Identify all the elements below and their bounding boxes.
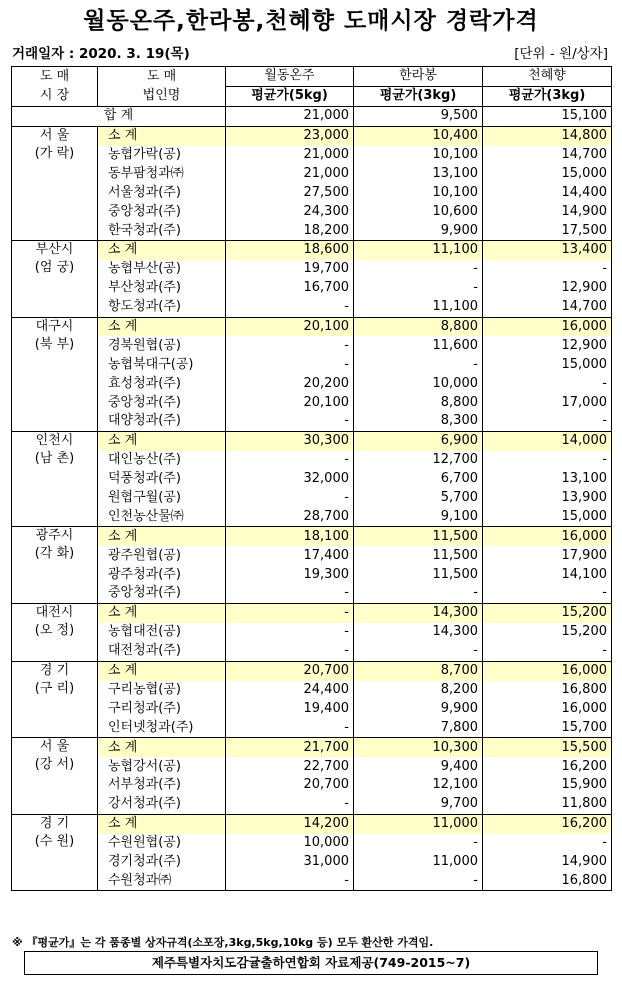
market-city: 부산시 xyxy=(35,242,74,258)
corp-value: - xyxy=(483,412,612,431)
corp-row xyxy=(12,871,612,890)
corp-name: 중앙청과(주) xyxy=(98,584,226,603)
corp-value: 11,800 xyxy=(483,795,612,814)
corp-value: - xyxy=(226,298,354,317)
corp-value: 16,700 xyxy=(226,279,354,298)
corp-value: - xyxy=(226,718,354,737)
corp-value: 24,300 xyxy=(226,202,354,221)
subtotal-value: 14,000 xyxy=(483,431,612,450)
market-name xyxy=(12,317,98,431)
subtotal-label: 소 계 xyxy=(98,603,226,622)
corp-value: 10,100 xyxy=(354,146,483,165)
corp-name: 대전청과(주) xyxy=(98,642,226,661)
total-value: 15,100 xyxy=(483,106,612,126)
market-name xyxy=(12,738,98,815)
corp-value: 15,900 xyxy=(483,776,612,795)
corp-value: - xyxy=(226,336,354,355)
corp-value: 13,100 xyxy=(483,470,612,489)
corp-value: 31,000 xyxy=(226,853,354,872)
corp-row xyxy=(12,795,612,814)
corp-name: 수원청과㈜ xyxy=(98,871,226,890)
market-district: (각 화) xyxy=(34,546,75,562)
subtotal-row xyxy=(12,738,612,757)
corp-value: 8,200 xyxy=(354,681,483,700)
corp-value: 14,900 xyxy=(483,202,612,221)
corp-value: - xyxy=(226,355,354,374)
corp-value: - xyxy=(354,260,483,279)
corp-row xyxy=(12,183,612,202)
corp-row xyxy=(12,718,612,737)
corp-name: 서부청과(주) xyxy=(98,776,226,795)
corp-row xyxy=(12,565,612,584)
corp-value: - xyxy=(226,584,354,603)
corp-value: 9,900 xyxy=(354,221,483,240)
subtotal-label: 소 계 xyxy=(98,317,226,336)
corp-row xyxy=(12,853,612,872)
corp-name: 인터넷청과(주) xyxy=(98,718,226,737)
subtotal-value: 14,300 xyxy=(354,603,483,622)
corp-value: 16,000 xyxy=(483,699,612,718)
market-city: 경 기 xyxy=(39,662,70,678)
market-district: (수 원) xyxy=(34,833,75,849)
corp-row xyxy=(12,279,612,298)
total-value: 9,500 xyxy=(354,106,483,126)
market-name xyxy=(12,126,98,240)
corp-value: 15,000 xyxy=(483,507,612,526)
header-corp: 도 매 xyxy=(98,67,226,87)
subtotal-row xyxy=(12,241,612,260)
subtotal-value: 10,300 xyxy=(354,738,483,757)
corp-value: 14,700 xyxy=(483,298,612,317)
market-district: (오 정) xyxy=(34,622,75,638)
corp-name: 한국청과(주) xyxy=(98,221,226,240)
corp-name: 농협강서(공) xyxy=(98,757,226,776)
corp-value: 14,300 xyxy=(354,623,483,642)
corp-value: 14,100 xyxy=(483,565,612,584)
market-city: 경 기 xyxy=(39,815,70,831)
corp-value: 19,400 xyxy=(226,699,354,718)
corp-row xyxy=(12,507,612,526)
corp-value: 9,400 xyxy=(354,757,483,776)
corp-value: 11,100 xyxy=(354,298,483,317)
corp-row xyxy=(12,776,612,795)
subtotal-row xyxy=(12,431,612,450)
corp-value: - xyxy=(226,489,354,508)
corp-value: 7,800 xyxy=(354,718,483,737)
corp-value: - xyxy=(226,642,354,661)
corp-value: 17,500 xyxy=(483,221,612,240)
market-name xyxy=(12,814,98,891)
corp-value: 14,400 xyxy=(483,183,612,202)
corp-name: 농협북대구(공) xyxy=(98,355,226,374)
corp-value: 9,700 xyxy=(354,795,483,814)
corp-value: 28,700 xyxy=(226,507,354,526)
corp-value: 5,700 xyxy=(354,489,483,508)
corp-value: - xyxy=(354,871,483,890)
corp-value: - xyxy=(483,374,612,393)
header-product-1: 월동온주 xyxy=(226,67,354,87)
corp-name: 경북원협(공) xyxy=(98,336,226,355)
subtotal-value: 21,700 xyxy=(226,738,354,757)
corp-name: 원협구월(공) xyxy=(98,489,226,508)
subtotal-row xyxy=(12,126,612,145)
corp-value: 21,000 xyxy=(226,164,354,183)
subtotal-value: 16,000 xyxy=(483,317,612,336)
header-product-2: 한라봉 xyxy=(354,67,483,87)
subtotal-value: 14,800 xyxy=(483,126,612,145)
corp-value: 11,500 xyxy=(354,546,483,565)
market-city: 인천시 xyxy=(35,432,74,448)
corp-row xyxy=(12,546,612,565)
corp-name: 중앙청과(주) xyxy=(98,393,226,412)
corp-value: - xyxy=(226,871,354,890)
price-table xyxy=(11,66,612,891)
header-price-3: 평균가(3kg) xyxy=(483,86,612,106)
corp-row xyxy=(12,298,612,317)
market-district: (엄 궁) xyxy=(34,260,75,276)
corp-name: 덕풍청과(주) xyxy=(98,470,226,489)
corp-value: - xyxy=(226,412,354,431)
corp-row xyxy=(12,470,612,489)
subtotal-value: - xyxy=(226,603,354,622)
corp-row xyxy=(12,146,612,165)
subtotal-value: 14,200 xyxy=(226,814,354,833)
subtotal-row xyxy=(12,317,612,336)
corp-value: 16,200 xyxy=(483,757,612,776)
subtotal-row xyxy=(12,527,612,546)
corp-value: 16,800 xyxy=(483,681,612,700)
corp-value: - xyxy=(354,642,483,661)
corp-value: 12,900 xyxy=(483,336,612,355)
corp-row xyxy=(12,642,612,661)
corp-value: 14,900 xyxy=(483,853,612,872)
corp-row xyxy=(12,355,612,374)
corp-value: - xyxy=(226,623,354,642)
corp-value: 10,600 xyxy=(354,202,483,221)
corp-value: 12,100 xyxy=(354,776,483,795)
subtotal-value: 20,700 xyxy=(226,661,354,680)
header-market: 도 매 xyxy=(12,67,98,87)
subtotal-row xyxy=(12,603,612,622)
source-credit: 제주특별자치도감귤출하연합회 자료제공(749-2015~7) xyxy=(24,951,598,975)
corp-value: 10,000 xyxy=(226,834,354,853)
corp-name: 수원원협(공) xyxy=(98,834,226,853)
header-corp-2: 법인명 xyxy=(98,86,226,106)
corp-row xyxy=(12,584,612,603)
corp-value: - xyxy=(354,834,483,853)
corp-name: 동부팜청과㈜ xyxy=(98,164,226,183)
corp-row xyxy=(12,336,612,355)
corp-name: 인천농산물㈜ xyxy=(98,507,226,526)
subtotal-value: 8,800 xyxy=(354,317,483,336)
corp-name: 효성청과(주) xyxy=(98,374,226,393)
subtotal-label: 소 계 xyxy=(98,661,226,680)
corp-value: - xyxy=(354,355,483,374)
subtotal-label: 소 계 xyxy=(98,527,226,546)
market-name xyxy=(12,527,98,604)
market-name xyxy=(12,661,98,738)
corp-value: - xyxy=(226,451,354,470)
corp-row xyxy=(12,681,612,700)
corp-value: 32,000 xyxy=(226,470,354,489)
subtotal-value: 13,400 xyxy=(483,241,612,260)
subtotal-label: 소 계 xyxy=(98,738,226,757)
corp-value: 9,900 xyxy=(354,699,483,718)
market-district: (가 락) xyxy=(34,145,75,161)
corp-value: 12,900 xyxy=(483,279,612,298)
corp-value: 17,400 xyxy=(226,546,354,565)
corp-value: 9,100 xyxy=(354,507,483,526)
corp-name: 농협부산(공) xyxy=(98,260,226,279)
corp-name: 대인농산(주) xyxy=(98,451,226,470)
market-district: (남 촌) xyxy=(34,450,75,466)
corp-name: 서울청과(주) xyxy=(98,183,226,202)
corp-row xyxy=(12,202,612,221)
corp-name: 구리농협(공) xyxy=(98,681,226,700)
corp-row xyxy=(12,374,612,393)
corp-name: 농협가락(공) xyxy=(98,146,226,165)
subtotal-value: 10,400 xyxy=(354,126,483,145)
header-price-1: 평균가(5kg) xyxy=(226,86,354,106)
corp-value: 27,500 xyxy=(226,183,354,202)
corp-value: - xyxy=(483,260,612,279)
corp-value: 16,800 xyxy=(483,871,612,890)
corp-row xyxy=(12,412,612,431)
corp-value: 19,700 xyxy=(226,260,354,279)
corp-row xyxy=(12,834,612,853)
subtotal-label: 소 계 xyxy=(98,241,226,260)
corp-value: 21,000 xyxy=(226,146,354,165)
header-market-2: 시 장 xyxy=(12,86,98,106)
subtotal-value: 30,300 xyxy=(226,431,354,450)
unit-label: [단위 - 원/상자] xyxy=(514,46,608,62)
corp-value: 19,300 xyxy=(226,565,354,584)
corp-row xyxy=(12,623,612,642)
market-city: 대구시 xyxy=(35,318,74,334)
market-district: (북 부) xyxy=(34,336,75,352)
subtotal-value: 11,500 xyxy=(354,527,483,546)
total-label: 합 계 xyxy=(12,106,226,126)
corp-name: 농협대전(공) xyxy=(98,623,226,642)
corp-value: 11,500 xyxy=(354,565,483,584)
market-city: 광주시 xyxy=(35,528,74,544)
corp-value: 12,700 xyxy=(354,451,483,470)
corp-row xyxy=(12,221,612,240)
total-value: 21,000 xyxy=(226,106,354,126)
subtotal-label: 소 계 xyxy=(98,431,226,450)
corp-value: - xyxy=(226,795,354,814)
corp-value: - xyxy=(483,451,612,470)
subtotal-label: 소 계 xyxy=(98,814,226,833)
subtotal-value: 11,000 xyxy=(354,814,483,833)
subtotal-value: 18,600 xyxy=(226,241,354,260)
subtotal-value: 8,700 xyxy=(354,661,483,680)
corp-value: 18,200 xyxy=(226,221,354,240)
market-city: 서 울 xyxy=(39,739,70,755)
market-name xyxy=(12,241,98,318)
corp-value: - xyxy=(483,584,612,603)
subtotal-value: 23,000 xyxy=(226,126,354,145)
corp-value: 20,200 xyxy=(226,374,354,393)
subtotal-value: 15,200 xyxy=(483,603,612,622)
corp-row xyxy=(12,757,612,776)
subtotal-value: 16,000 xyxy=(483,527,612,546)
market-district: (강 서) xyxy=(34,757,75,773)
market-name xyxy=(12,603,98,661)
corp-name: 경기청과(주) xyxy=(98,853,226,872)
page-title: 월동온주,한라봉,천혜향 도매시장 경락가격 xyxy=(83,8,539,34)
corp-value: 20,700 xyxy=(226,776,354,795)
corp-value: 11,600 xyxy=(354,336,483,355)
corp-value: 15,700 xyxy=(483,718,612,737)
total-row xyxy=(12,106,612,126)
header-product-3: 천혜향 xyxy=(483,67,612,87)
footnote: ※ 『평균가』는 각 품종별 상자규격(소포장,3kg,5kg,10kg 등) 모두 환산한 가격임. xyxy=(12,936,434,949)
subtotal-value: 20,100 xyxy=(226,317,354,336)
corp-name: 항도청과(주) xyxy=(98,298,226,317)
corp-row xyxy=(12,164,612,183)
corp-value: - xyxy=(354,279,483,298)
corp-value: 14,700 xyxy=(483,146,612,165)
subtotal-value: 15,500 xyxy=(483,738,612,757)
corp-name: 대양청과(주) xyxy=(98,412,226,431)
corp-value: 15,000 xyxy=(483,164,612,183)
market-district: (구 리) xyxy=(34,680,75,696)
subtotal-row xyxy=(12,661,612,680)
subtotal-value: 16,000 xyxy=(483,661,612,680)
subtotal-value: 18,100 xyxy=(226,527,354,546)
subtotal-row xyxy=(12,814,612,833)
corp-value: 24,400 xyxy=(226,681,354,700)
corp-value: 17,900 xyxy=(483,546,612,565)
corp-name: 광주원협(공) xyxy=(98,546,226,565)
corp-name: 중앙청과(주) xyxy=(98,202,226,221)
corp-value: 15,000 xyxy=(483,355,612,374)
corp-row xyxy=(12,489,612,508)
subtotal-label: 소 계 xyxy=(98,126,226,145)
market-name xyxy=(12,431,98,526)
corp-value: 15,200 xyxy=(483,623,612,642)
header-price-2: 평균가(3kg) xyxy=(354,86,483,106)
corp-row xyxy=(12,260,612,279)
subtotal-value: 6,900 xyxy=(354,431,483,450)
corp-value: 22,700 xyxy=(226,757,354,776)
corp-name: 광주청과(주) xyxy=(98,565,226,584)
corp-value: - xyxy=(483,834,612,853)
market-city: 서 울 xyxy=(39,127,70,143)
corp-value: 11,000 xyxy=(354,853,483,872)
corp-row xyxy=(12,451,612,470)
corp-value: 10,000 xyxy=(354,374,483,393)
corp-value: 6,700 xyxy=(354,470,483,489)
corp-row xyxy=(12,699,612,718)
corp-value: - xyxy=(483,642,612,661)
corp-value: 13,900 xyxy=(483,489,612,508)
corp-value: 17,000 xyxy=(483,393,612,412)
subtotal-value: 16,200 xyxy=(483,814,612,833)
corp-name: 부산청과(주) xyxy=(98,279,226,298)
corp-value: - xyxy=(354,584,483,603)
corp-row xyxy=(12,393,612,412)
corp-value: 8,300 xyxy=(354,412,483,431)
corp-value: 20,100 xyxy=(226,393,354,412)
subtotal-value: 11,100 xyxy=(354,241,483,260)
corp-name: 강서청과(주) xyxy=(98,795,226,814)
trade-date: 거래일자 : 2020. 3. 19(목) xyxy=(12,46,190,62)
corp-value: 10,100 xyxy=(354,183,483,202)
corp-value: 8,800 xyxy=(354,393,483,412)
corp-value: 13,100 xyxy=(354,164,483,183)
market-city: 대전시 xyxy=(35,604,74,620)
corp-name: 구리청과(주) xyxy=(98,699,226,718)
